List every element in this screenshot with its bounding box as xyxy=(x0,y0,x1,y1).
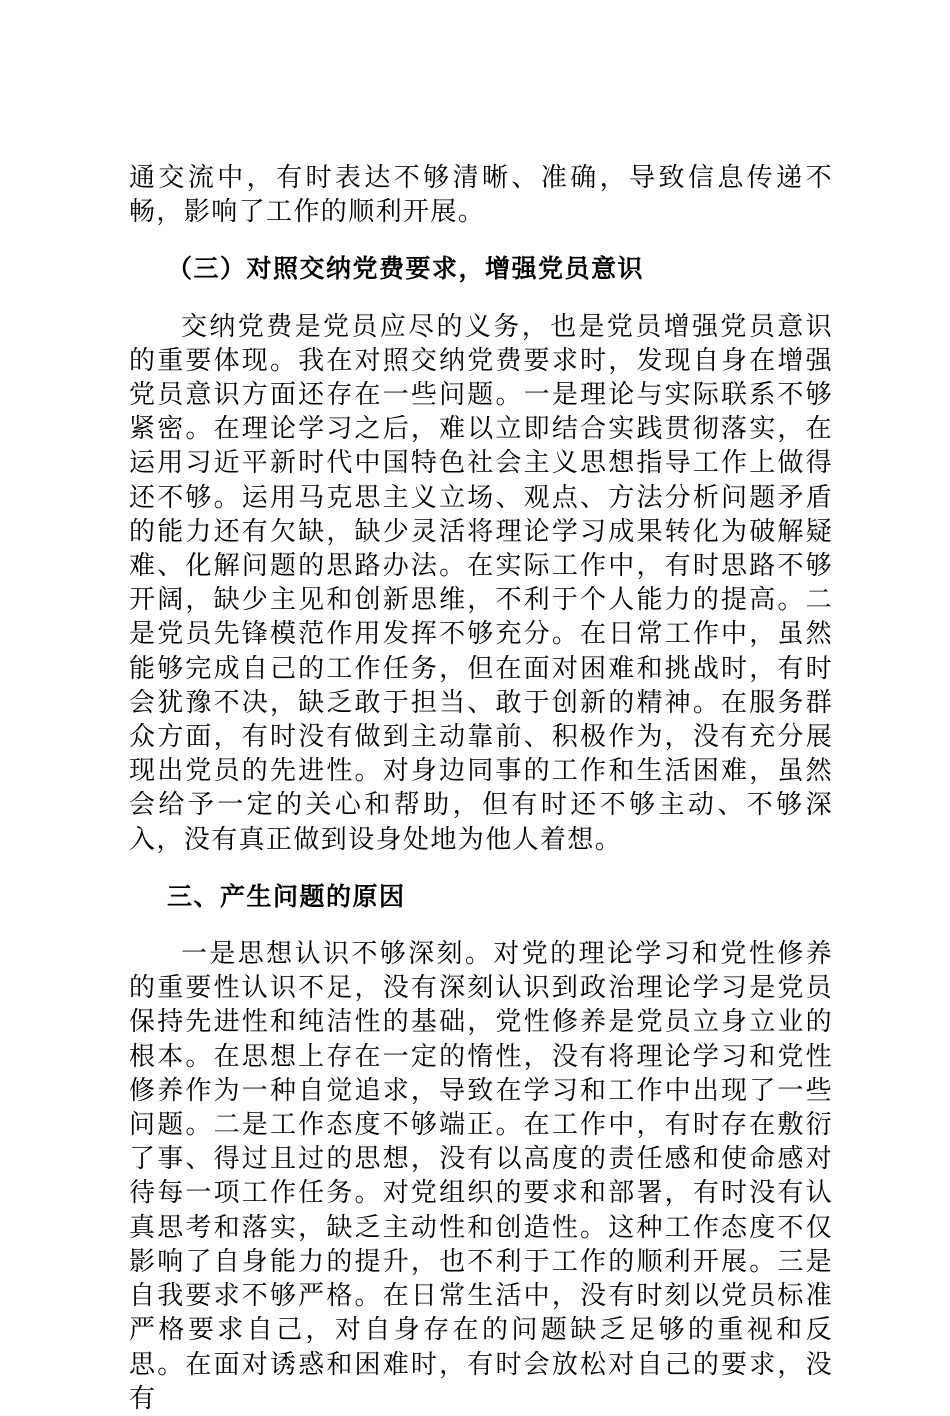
paragraph-party-dues: 交纳党费是党员应尽的义务，也是党员增强党员意识的重要体现。我在对照交纳党费要求时，发现自身在增强党员意识方面还存在一些问题。一是理论与实际联系不够紧密。在理论学习之后，难以立即结合实践贯彻落实，在运用习近平新时代中国特色社会主义思想指导工作上做得还不够。运用马克思主义立场、观点、方法分析问题矛盾的能力还有欠缺，缺少灵活将理论学习成果转化为破解疑难、化解问题的思路办法。在实际工作中，有时思路不够开阔，缺少主见和创新思维，不利于个人能力的提高。二是党员先锋模范作用发挥不够充分。在日常工作中，虽然能够完成自己的工作任务，但在面对困难和挑战时，有时会犹豫不决，缺乏敢于担当、敢于创新的精神。在服务群众方面，有时没有做到主动靠前、积极作为，没有充分展现出党员的先进性。对身边同事的工作和生活困难，虽然会给予一定的关心和帮助，但有时还不够主动、不够深入，没有真正做到设身处地为他人着想。 xyxy=(129,311,833,855)
paragraph-causes: 一是思想认识不够深刻。对党的理论学习和党性修养的重要性认识不足，没有深刻认识到政治理论学习是党员保持先进性和纯洁性的基础，党性修养是党员立身立业的根本。在思想上存在一定的惰性，没有将理论学习和党性修养作为一种自觉追求，导致在学习和工作中出现了一些问题。二是工作态度不够端正。在工作中，有时存在敷衍了事、得过且过的思想，没有以高度的责任感和使命感对待每一项工作任务。对党组织的要求和部署，有时没有认真思考和落实，缺乏主动性和创造性。这种工作态度不仅影响了自身能力的提升，也不利于工作的顺利开展。三是自我要求不够严格。在日常生活中，没有时刻以党员标准严格要求自己，对自身存在的问题缺乏足够的重视和反思。在面对诱惑和困难时，有时会放松对自己的要求，没有 xyxy=(129,939,833,1414)
document-body xyxy=(129,161,833,1416)
continuation-paragraph: 通交流中，有时表达不够清晰、准确，导致信息传递不畅，影响了工作的顺利开展。 xyxy=(129,163,833,228)
subheading-dues: （三）对照交纳党费要求，增强党员意识 xyxy=(167,254,645,284)
section-heading-causes: 三、产生问题的原因 xyxy=(167,881,406,911)
